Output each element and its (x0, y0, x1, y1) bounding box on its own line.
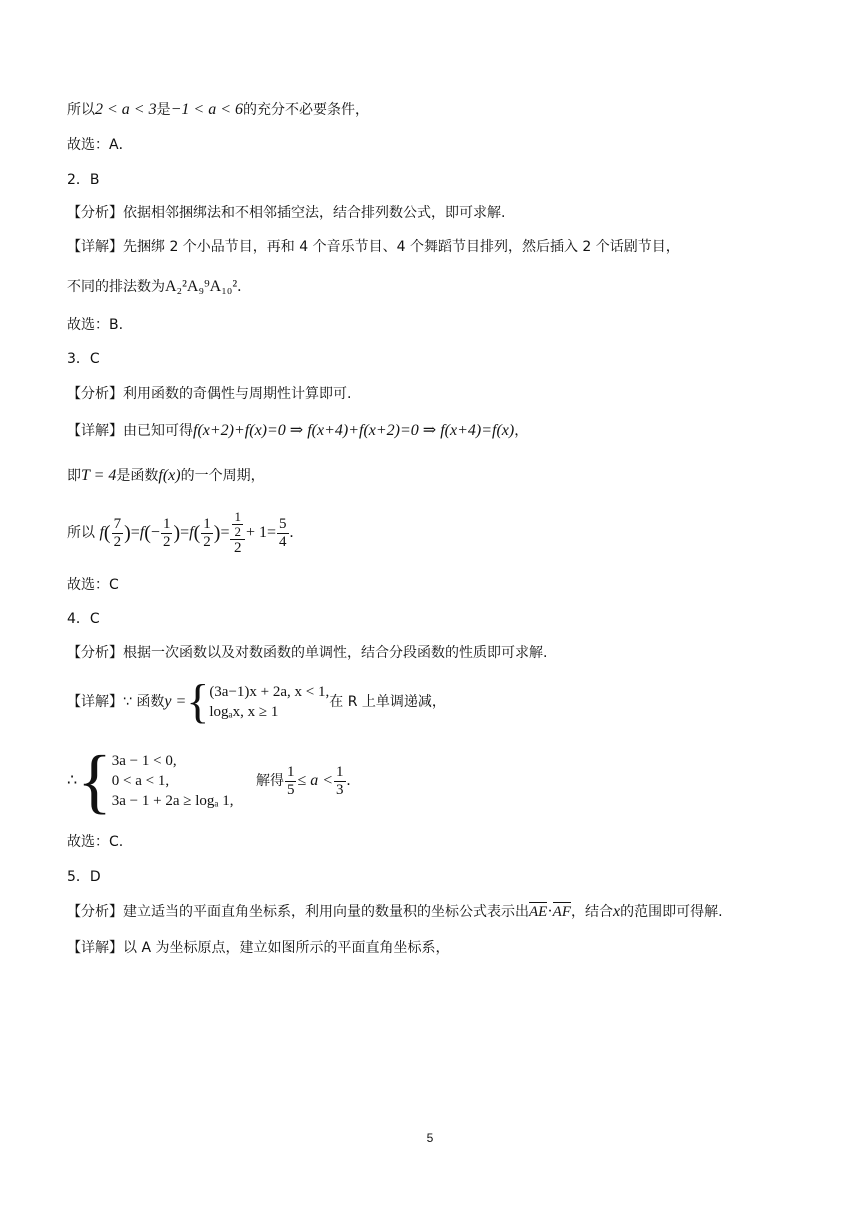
q5-detail: 【详解】以 A 为坐标原点，建立如图所示的平面直角坐标系， (67, 940, 450, 956)
permutation-expression: A₂²A₉⁹A₁₀² (165, 278, 238, 295)
q4-answer: 故选：C. (67, 834, 124, 850)
q2-analysis: 【分析】依据相邻捆绑法和不相邻插空法，结合排列数公式，即可求解. (67, 205, 506, 221)
inequality-system: 3a − 1 < 0, 0 < a < 1, 3a − 1 + 2a ≥ logₐ 1, (111, 753, 234, 809)
q3-evaluation: 所以 f( $\frac{7}{2}$ )=f(− $\frac{1}{2}$ )=f( $\frac{1}{2}$ )= $\frac{\frac{1}{2}}{2}$ + 1= $\frac{5}{4}$ . (67, 508, 294, 556)
q4-heading: 4．C (67, 611, 100, 627)
piecewise-function: (3a−1)x + 2a, x < 1, logₐx, x ≥ 1 (209, 684, 330, 720)
q5-analysis: 【分析】建立适当的平面直角坐标系，利用向量的数量积的坐标公式表示出AE·AF，结合x的范围即可得解. (67, 903, 723, 920)
q3-detail: 【详解】由已知可得f(x+2)+f(x)=0 ⇒ f(x+4)+f(x+2)=0 ⇒ f(x+4)=f(x)， (67, 422, 529, 439)
line-sufficient-condition: 所以2 < a < 3是−1 < a < 6的充分不必要条件， (67, 101, 369, 118)
page-number: 5 (426, 1131, 434, 1145)
q4-piecewise: 【详解】∵ 函数y ={ (3a−1)x + 2a, x < 1, logₐx, x ≥ 1 在 R 上单调递减， (67, 675, 446, 728)
periodicity-derivation: f(x+2)+f(x)=0 ⇒ f(x+4)+f(x+2)=0 ⇒ f(x+4)=f(x) (193, 422, 515, 439)
q2-count: 不同的排法数为A₂²A₉⁹A₁₀²． (67, 278, 252, 295)
left-brace: { (186, 675, 210, 728)
q4-analysis: 【分析】根据一次函数以及对数函数的单调性，结合分段函数的性质即可求解. (67, 645, 548, 661)
q3-analysis: 【分析】利用函数的奇偶性与周期性计算即可. (67, 386, 352, 402)
q5-heading: 5．D (67, 869, 101, 885)
answer-line-1: 故选：A． (67, 137, 133, 153)
compound-fraction: $\frac{\frac{1}{2}}{2}$ (230, 510, 245, 557)
vector-af: AF (552, 904, 571, 920)
vector-ae: AE (529, 904, 548, 920)
q3-period: 即T = 4是函数f(x)的一个周期， (67, 467, 265, 484)
q4-system: ∴{ 3a − 1 < 0, 0 < a < 1, 3a − 1 + 2a ≥ logₐ 1, 解得 $\frac{1}{5}$ ≤ a < $\frac{1}{3}$ . (67, 741, 351, 821)
q2-answer: 故选：B. (67, 317, 124, 333)
q2-heading: 2．B (67, 172, 100, 188)
q3-heading: 3．C (67, 351, 100, 367)
q2-detail: 【详解】先捆绑 2 个小品节目，再和 4 个音乐节目、4 个舞蹈节目排列，然后插入 2 个话剧节目， (67, 239, 680, 255)
q3-answer: 故选：C (67, 577, 119, 593)
